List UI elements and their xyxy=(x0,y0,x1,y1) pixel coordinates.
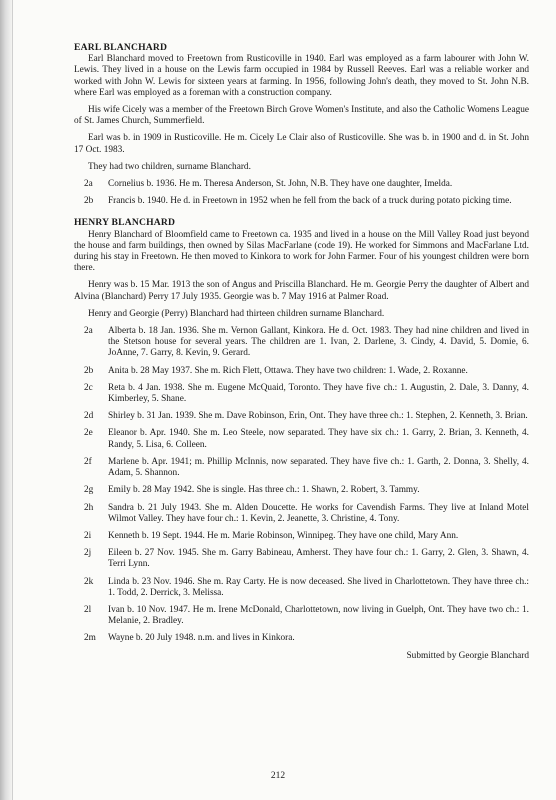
child-entry xyxy=(74,196,529,207)
child-text: Anita b. 28 May 1937. She m. Rich Flett, Ottawa. They have two children: 1. Wade, 2. Roxanne. xyxy=(108,365,468,376)
child-code: 2i xyxy=(84,530,92,541)
page-number: 212 xyxy=(270,771,286,781)
binding-edge xyxy=(0,0,13,800)
submitted-by: Submitted by Georgie Blanchard xyxy=(406,650,529,661)
child-text: Eileen b. 27 Nov. 1945. She m. Garry Babineau, Amherst. They have four ch.: 1. Garry, 2. Glen, 3. Shawn, 4. Terri Lynn. xyxy=(108,548,529,570)
child-entry xyxy=(74,326,529,360)
child-code: 2d xyxy=(84,411,94,422)
child-entry xyxy=(74,577,529,599)
child-text: Francis b. 1940. He d. in Freetown in 1952 when he fell from the back of a truck during potato picking time. xyxy=(108,196,512,207)
paragraph: His wife Cicely was a member of the Freetown Birch Grove Women's Institute, and also the Catholic Womens League of St. James Church, Summerfield. xyxy=(74,105,529,127)
child-text: Cornelius b. 1936. He m. Theresa Anderson, St. John, N.B. They have one daughter, Imelda. xyxy=(108,179,453,190)
paragraph: They had two children, surname Blanchard. xyxy=(88,161,251,172)
child-entry xyxy=(74,633,529,644)
child-code: 2a xyxy=(84,179,93,190)
child-code: 2l xyxy=(84,604,92,615)
child-code: 2b xyxy=(84,365,94,376)
child-text: Emily b. 28 May 1942. She is single. Has three ch.: 1. Shawn, 2. Robert, 3. Tammy. xyxy=(108,485,420,496)
paragraph: Henry was b. 15 Mar. 1913 the son of Angus and Priscilla Blanchard. He m. Georgie Perry the daughter of Albert and Alvina (Blanchard) Perry 17 July 1935. Georgie was b. 7 May 1916 at Palmer Road. xyxy=(74,280,529,302)
child-entry xyxy=(74,457,529,479)
child-code: 2c xyxy=(84,382,93,393)
child-text: Alberta b. 18 Jan. 1936. She m. Vernon Gallant, Kinkora. He d. Oct. 1983. They had nine children and lived in the Stetson house for several years. The children are 1. Ivan, 2. Darlene, 3. Cindy, 4. David, 5. Domie, 6. JoAnne, 7. Garry, 8. Kevin, 9. Gerard. xyxy=(108,326,529,359)
child-code: 2b xyxy=(84,196,94,207)
page-content xyxy=(74,42,529,662)
child-text: Ivan b. 10 Nov. 1947. He m. Irene McDonald, Charlottetown, now living in Guelph, Ont. They have two ch.: 1. Melanie, 2. Bradley. xyxy=(108,604,529,627)
child-entry xyxy=(74,179,529,190)
child-code: 2g xyxy=(84,485,94,496)
child-code: 2e xyxy=(84,428,93,439)
child-code: 2f xyxy=(84,456,92,467)
child-text: Shirley b. 31 Jan. 1939. She m. Dave Robinson, Erin, Ont. They have three ch.: 1. Stephen, 2. Kenneth, 3. Brian. xyxy=(108,411,528,422)
child-text: Wayne b. 20 July 1948. n.m. and lives in Kinkora. xyxy=(108,633,295,644)
child-text: Sandra b. 21 July 1943. She m. Alden Doucette. He works for Cavendish Farms. They live at Inland Motel Wilmot Valley. They have four ch.: 1. Kevin, 2. Jeanette, 3. Christine, 4. Tony. xyxy=(108,502,529,524)
child-code: 2h xyxy=(84,502,94,513)
child-text: Marlene b. Apr. 1941; m. Phillip McInnis, now separated. They have five ch.: 1. Garth, 2. Donna, 3. Shelly, 4. Adam, 5. Shannon. xyxy=(108,456,529,479)
paragraph: Henry Blanchard of Bloomfield came to Freetown ca. 1935 and lived in a house on the Mill Valley Road just beyond the house and farm buildings, then owned by Silas MacFarlane (code 19). He worked for Simmons and MacFarlane Ltd. during his stay in Freetown. He then moved to Kinkora to work for John Farmer. Four of his youngest children were born there. xyxy=(74,229,529,274)
child-code: 2k xyxy=(84,576,94,587)
child-text: Eleanor b. Apr. 1940. She m. Leo Steele, now separated. They have six ch.: 1. Garry, 2. Brian, 3. Kenneth, 4. Randy, 5. Lisa, 6. Colleen. xyxy=(108,428,529,450)
child-entry xyxy=(74,366,529,377)
child-entry xyxy=(74,531,529,542)
paragraph: Earl was b. in 1909 in Rusticoville. He m. Cicely Le Clair also of Rusticoville. She was b. in 1900 and d. in St. John 17 Oct. 1983. xyxy=(74,133,529,155)
paragraph: Earl Blanchard moved to Freetown from Rusticoville in 1940. Earl was employed as a farm labourer with John W. Lewis. They lived in a house on the Lewis farm occupied in 1984 by Russell Reeves. Earl was a reliable worker and worked with John W. Lewis for sixteen years at farming. In 1956, following John's death, they moved to St. John N.B. where Earl was employed as a foreman with a construction company. xyxy=(74,54,529,98)
paragraph: Henry and Georgie (Perry) Blanchard had thirteen children surname Blanchard. xyxy=(88,308,385,319)
child-entry xyxy=(74,428,529,450)
child-code: 2j xyxy=(84,548,92,559)
child-code: 2a xyxy=(84,326,93,337)
child-text: Kenneth b. 19 Sept. 1944. He m. Marie Robinson, Winnipeg. They have one child, Mary Ann. xyxy=(108,530,459,541)
child-entry xyxy=(74,485,529,496)
child-text: Reta b. 4 Jan. 1938. She m. Eugene McQuaid, Toronto. They have five ch.: 1. Augustin, 2. Dale, 3. Danny, 4. Kimberley, 5. Shane. xyxy=(108,382,529,405)
child-entry xyxy=(74,383,529,405)
child-entry xyxy=(74,411,529,422)
child-text: Linda b. 23 Nov. 1946. She m. Ray Carty. He is now deceased. She lived in Charlottetown. They have three ch.: 1. Todd, 2. Derrick, 3. Melissa. xyxy=(108,576,529,598)
child-code: 2m xyxy=(84,633,96,644)
child-entry xyxy=(74,503,529,525)
child-entry xyxy=(74,605,529,627)
section-heading-earl: EARL BLANCHARD xyxy=(74,42,168,53)
child-entry xyxy=(74,548,529,570)
section-heading-henry: HENRY BLANCHARD xyxy=(74,217,176,229)
